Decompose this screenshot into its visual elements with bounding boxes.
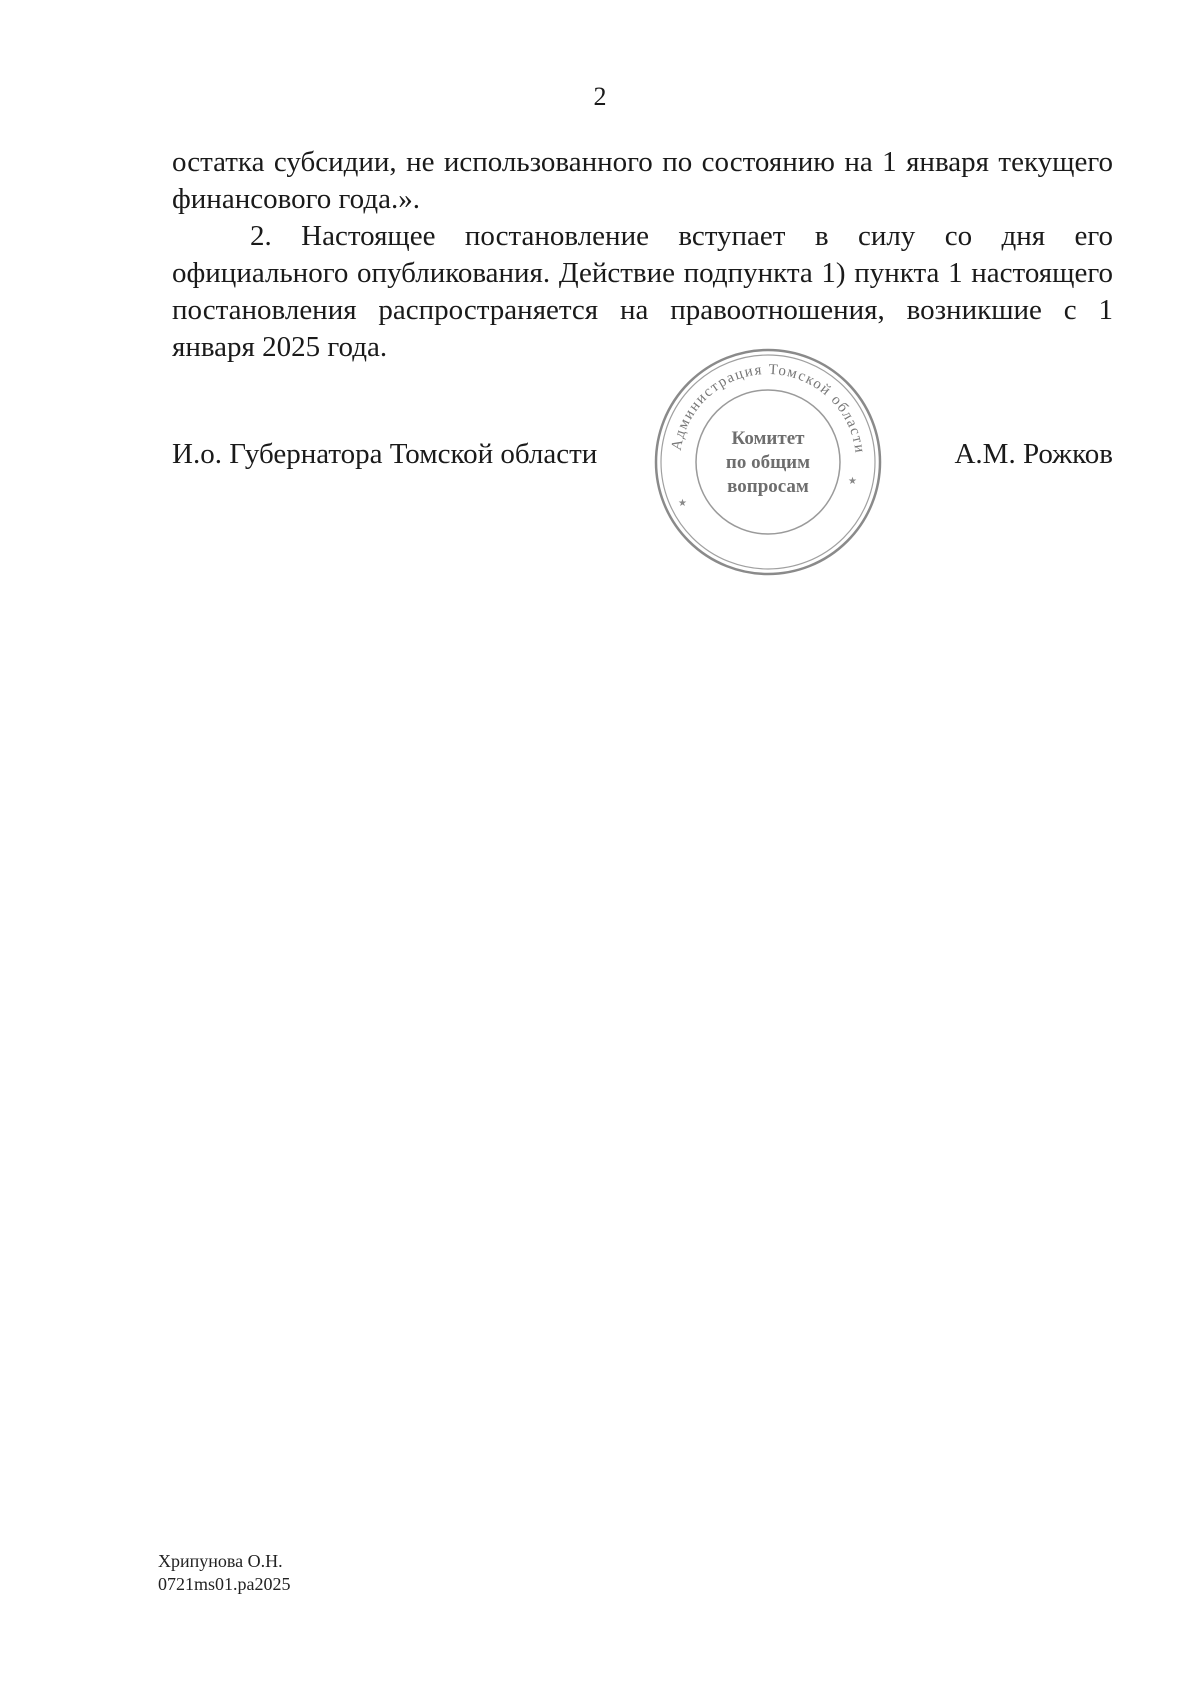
paragraph-item-2: 2. Настоящее постановление вступает в силу со дня его официального опубликования. Действие подпункта 1) пункта 1 настоящего постановления распространяется на правоотношения, возникшие с 1 января 2025 года.	[172, 220, 1113, 363]
seal-star-icon: ★	[678, 498, 687, 509]
page-number: 2	[593, 82, 607, 111]
document-footer	[158, 1550, 291, 1596]
document-body	[172, 144, 1113, 366]
seal-ring-textpath: Администрация Томской области	[668, 361, 868, 455]
executor-name: Хрипунова О.Н.	[158, 1551, 283, 1571]
seal-center-line-3: вопросам	[727, 476, 809, 497]
paragraph-continuation: остатка субсидии, не использованного по состоянию на 1 января текущего финансового года.».	[172, 146, 1113, 215]
signatory-position: И.о. Губернатора Томской области	[172, 438, 598, 470]
seal-star-icon: ★	[848, 476, 857, 487]
seal-graphic	[652, 346, 884, 578]
seal-center-line-1: Комитет	[731, 428, 805, 449]
signatory-name: А.М. Рожков	[954, 438, 1113, 470]
seal-center-line-2: по общим	[725, 452, 811, 473]
official-seal	[652, 346, 884, 578]
file-code: 0721ms01.pa2025	[158, 1574, 291, 1594]
